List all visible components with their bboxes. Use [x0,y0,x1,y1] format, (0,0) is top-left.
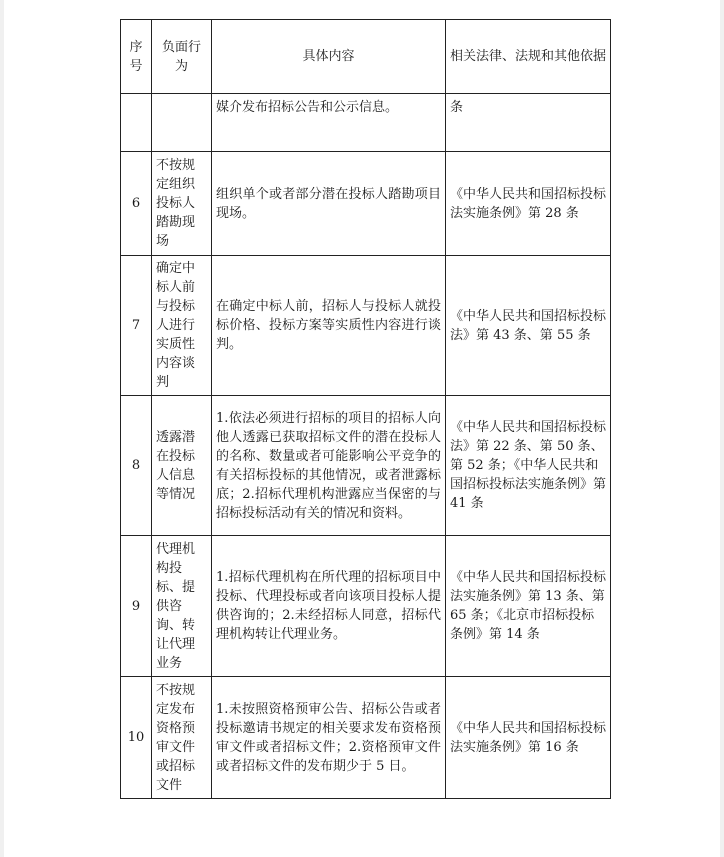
header-serial-number: 序号 [121,20,152,94]
row-content: 1.依法必须进行招标的项目的招标人向他人透露已获取招标文件的潜在投标人的名称、数量或者可能影响公平竞争的有关招标投标的其他情况，或者泄露标底；2.招标代理机构泄露应当保密的与招标投标活动有关的情况和资料。 [212,396,446,536]
row-content: 1.招标代理机构在所代理的招标项目中投标、代理投标或者向该项目投标人提供咨询的；2.未经招标人同意，招标代理机构转让代理业务。 [212,536,446,677]
header-legal-basis: 相关法律、法规和其他依据 [446,20,611,94]
table-row [121,396,611,536]
row-behavior: 确定中标人前与投标人进行实质性内容谈判 [152,256,212,396]
row-number: 8 [121,396,152,536]
row-number: 7 [121,256,152,396]
header-negative-behavior: 负面行为 [152,20,212,94]
row-legal-basis: 《中华人民共和国招标投标法实施条例》第 16 条 [446,677,611,799]
row-legal-basis: 《中华人民共和国招标投标法》第 22 条、第 50 条、第 52 条；《中华人民共和国招标投标法实施条例》第 41 条 [446,396,611,536]
row-number: 9 [121,536,152,677]
row-content: 1.未按照资格预审公告、招标公告或者投标邀请书规定的相关要求发布资格预审文件或者招标文件；2.资格预审文件或者招标文件的发布期少于 5 日。 [212,677,446,799]
row-behavior: 透露潜在投标人信息等情况 [152,396,212,536]
row-number: 10 [121,677,152,799]
row-legal-basis: 《中华人民共和国招标投标法实施条例》第 28 条 [446,152,611,256]
table-row [121,94,611,152]
row-legal-basis: 《中华人民共和国招标投标法》第 43 条、第 55 条 [446,256,611,396]
row-behavior: 不按规定组织投标人踏勘现场 [152,152,212,256]
negative-behavior-table [120,19,611,799]
row-number: 6 [121,152,152,256]
row-content: 组织单个或者部分潜在投标人踏勘项目现场。 [212,152,446,256]
row-content: 在确定中标人前，招标人与投标人就投标价格、投标方案等实质性内容进行谈判。 [212,256,446,396]
table-row [121,152,611,256]
row-content: 媒介发布招标公告和公示信息。 [212,94,446,152]
table-row [121,677,611,799]
row-number [121,94,152,152]
row-legal-basis: 《中华人民共和国招标投标法实施条例》第 13 条、第 65 条；《北京市招标投标条例》第 14 条 [446,536,611,677]
table-header-row [121,20,611,94]
row-behavior: 代理机构投标、提供咨询、转让代理业务 [152,536,212,677]
table-row [121,536,611,677]
table-row [121,256,611,396]
row-behavior: 不按规定发布资格预审文件或招标文件 [152,677,212,799]
row-behavior [152,94,212,152]
row-legal-basis: 条 [446,94,611,152]
header-specific-content: 具体内容 [212,20,446,94]
document-page [4,0,720,857]
